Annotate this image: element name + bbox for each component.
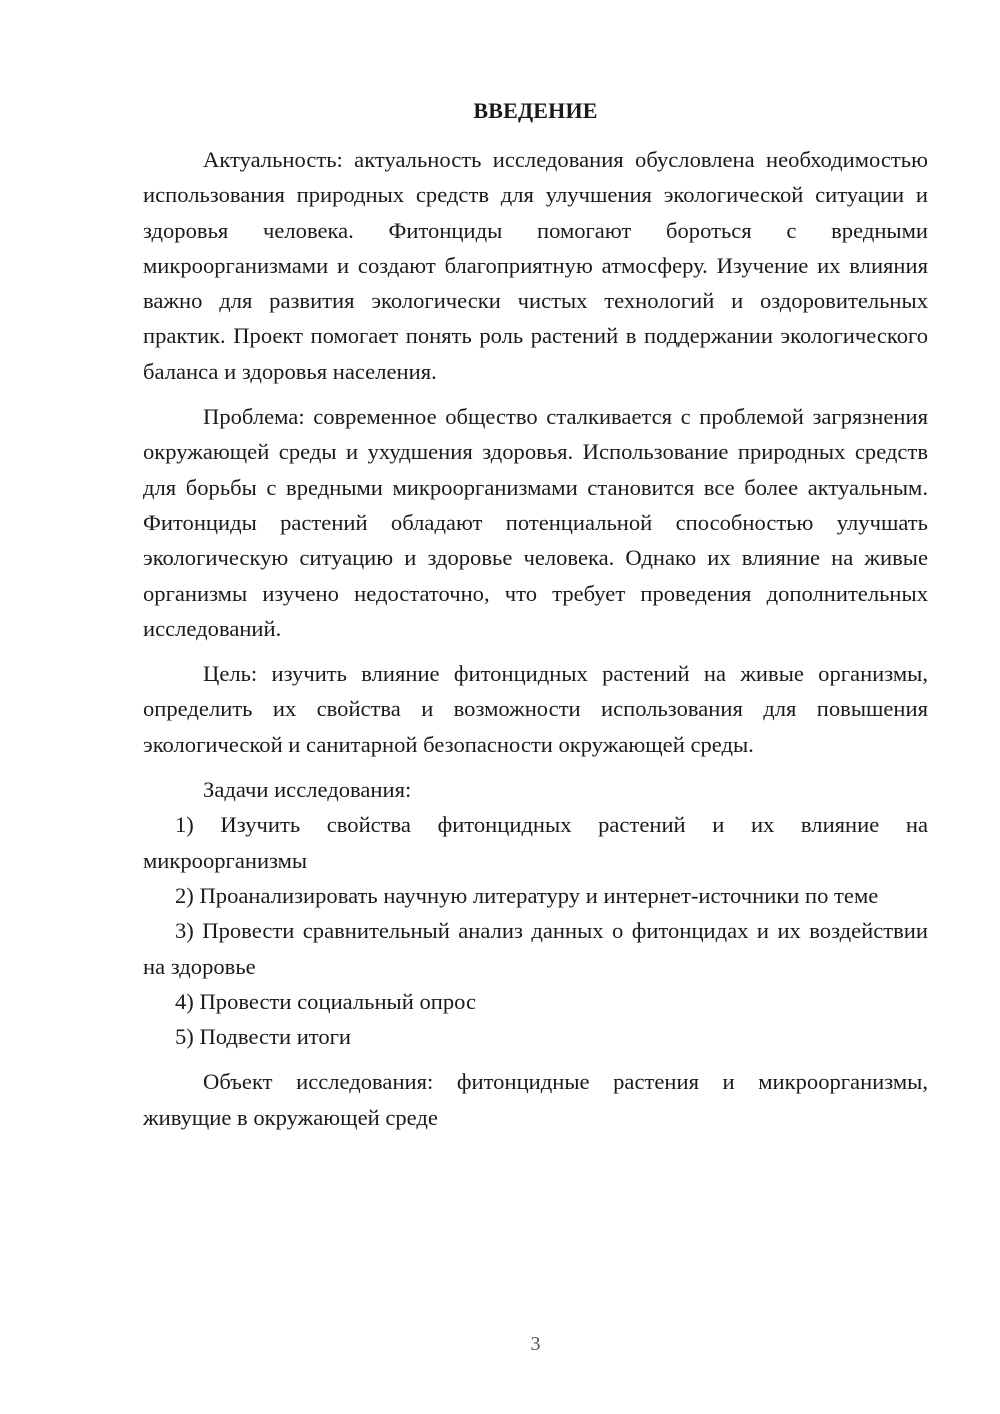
page-number: 3 [530,1333,541,1355]
object-paragraph: Объект исследования: фитонцидные растения и микроорганизмы, живущие в окружающей среде [143,1069,928,1130]
task-item-1: 1) Изучить свойства фитонцидных растений и их влияние на микроорганизмы [143,812,928,873]
tasks-heading: Задачи исследования: [203,777,412,803]
task-item-4: 4) Провести социальный опрос [175,988,477,1014]
section-title: ВВЕДЕНИЕ [473,98,598,123]
task-item-3: 3) Провести сравнительный анализ данных о фитонцидах и их воздействии на здоровье [143,918,928,979]
document-body [143,142,928,1135]
task-item-5: 5) Подвести итоги [175,1024,352,1050]
task-item-2: 2) Проанализировать научную литературу и интернет-источники по теме [175,882,879,908]
document-page [143,0,928,1414]
problem-paragraph: Проблема: современное общество сталкивается с проблемой загрязнения окружающей среды и ухудшения здоровья. Использование природных средств для борьбы с вредными микроорганизмами становится все более актуальным. Фитонциды растений обладают потенциальной способностью улучшать экологическую ситуацию и здоровье человека. Однако их влияние на живые организмы изучено недостаточно, что требует проведения дополнительных исследований. [143,404,928,641]
goal-paragraph: Цель: изучить влияние фитонцидных растений на живые организмы, определить их свойства и возможности использования для повышения экологической и санитарной безопасности окружающей среды. [143,661,928,757]
relevance-paragraph: Актуальность: актуальность исследования обусловлена необходимостью использования природных средств для улучшения экологической ситуации и здоровья человека. Фитонциды помогают бороться с вредными микроорганизмами и создают благоприятную атмосферу. Изучение их влияния важно для развития экологически чистых технологий и оздоровительных практик. Проект помогает понять роль растений в поддержании экологического баланса и здоровья населения. [143,147,928,384]
